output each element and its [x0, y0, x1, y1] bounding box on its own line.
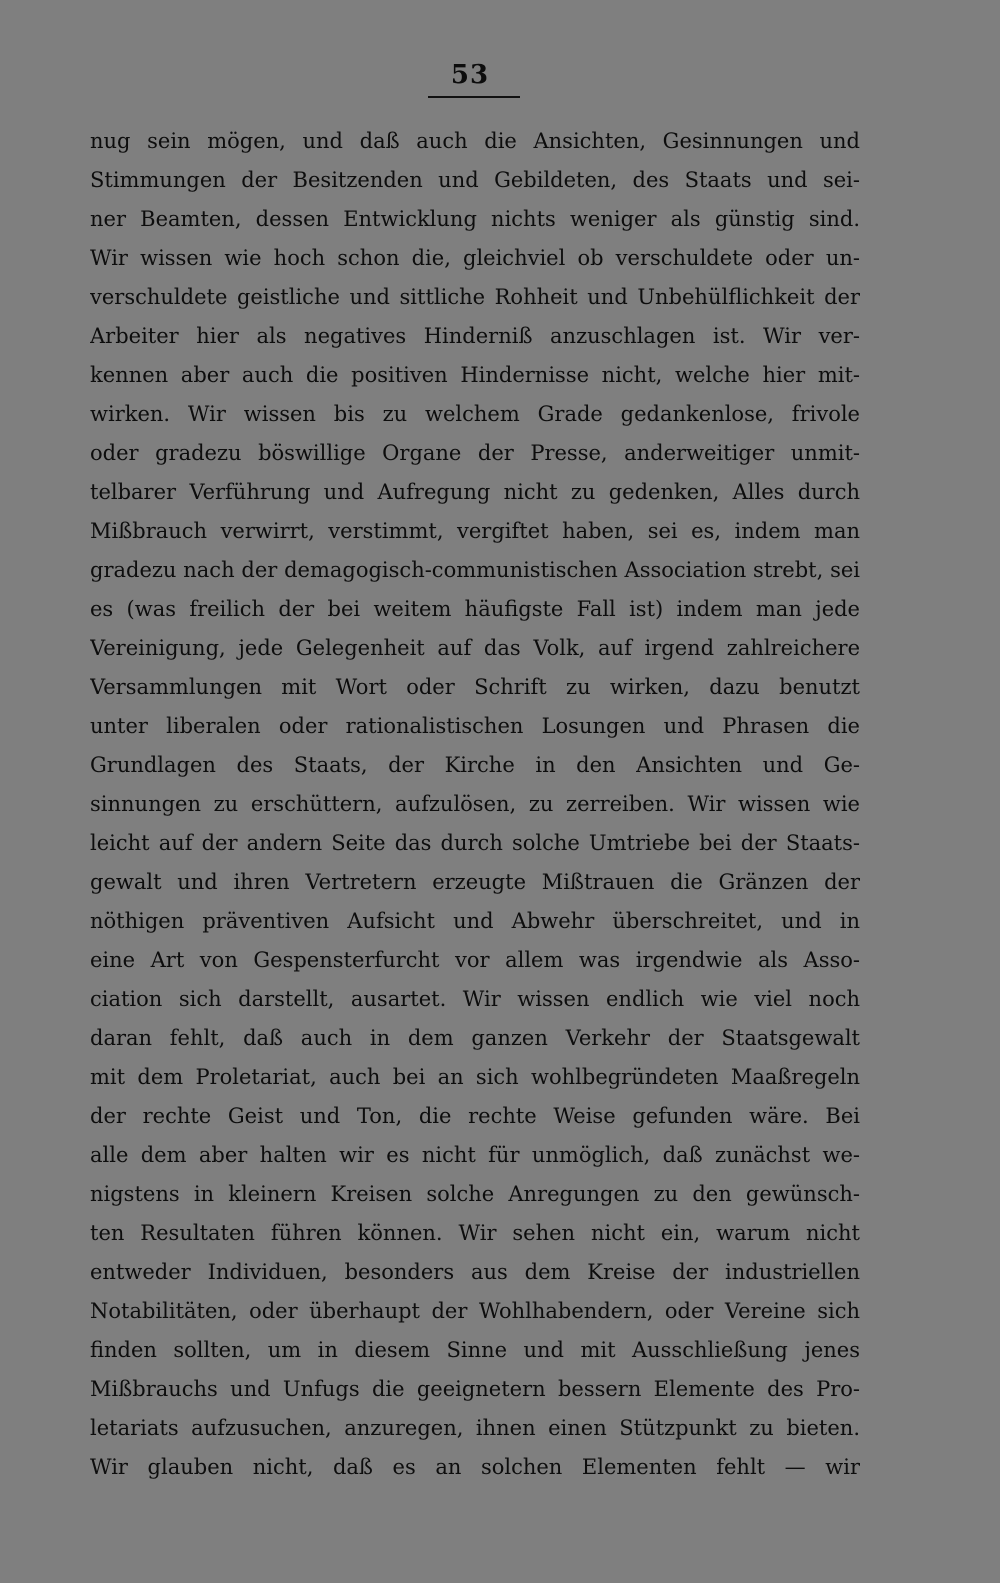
text-line: finden sollten, um in diesem Sinne und mit Ausschließung jenes	[90, 1338, 860, 1362]
text-line: oder gradezu böswillige Organe der Presse, anderweitiger unmit-	[90, 441, 860, 465]
text-line: Notabilitäten, oder überhaupt der Wohlhabendern, oder Vereine sich	[90, 1299, 860, 1323]
text-line: telbarer Verführung und Aufregung nicht zu gedenken, Alles durch	[90, 480, 860, 504]
text-line: daran fehlt, daß auch in dem ganzen Verkehr der Staatsgewalt	[90, 1026, 860, 1050]
text-line: nigstens in kleinern Kreisen solche Anregungen zu den gewünsch-	[90, 1182, 860, 1206]
text-line: Stimmungen der Besitzenden und Gebildeten, des Staats und sei-	[90, 168, 860, 192]
text-line: nug sein mögen, und daß auch die Ansichten, Gesinnungen und	[90, 129, 860, 153]
text-line: Mißbrauch verwirrt, verstimmt, vergiftet haben, sei es, indem man	[90, 519, 860, 543]
text-line: Wir glauben nicht, daß es an solchen Elementen fehlt — wir	[90, 1455, 860, 1479]
text-line: ciation sich darstellt, ausartet. Wir wissen endlich wie viel noch	[90, 987, 860, 1011]
body-text	[90, 122, 860, 1487]
text-line: Versammlungen mit Wort oder Schrift zu wirken, dazu benutzt	[90, 675, 860, 699]
text-line: letariats aufzusuchen, anzuregen, ihnen einen Stützpunkt zu bieten.	[90, 1416, 860, 1440]
text-line: entweder Individuen, besonders aus dem Kreise der industriellen	[90, 1260, 860, 1284]
text-line: Mißbrauchs und Unfugs die geeignetern bessern Elemente des Pro-	[90, 1377, 860, 1401]
text-line: sinnungen zu erschüttern, aufzulösen, zu zerreiben. Wir wissen wie	[90, 792, 860, 816]
text-line: leicht auf der andern Seite das durch solche Umtriebe bei der Staats-	[90, 831, 860, 855]
text-line: der rechte Geist und Ton, die rechte Weise gefunden wäre. Bei	[90, 1104, 860, 1128]
text-line: Arbeiter hier als negatives Hinderniß anzuschlagen ist. Wir ver-	[90, 324, 860, 348]
text-line: kennen aber auch die positiven Hindernisse nicht, welche hier mit-	[90, 363, 860, 387]
text-line: unter liberalen oder rationalistischen Losungen und Phrasen die	[90, 714, 860, 738]
text-line: eine Art von Gespensterfurcht vor allem was irgendwie als Asso-	[90, 948, 860, 972]
text-line: ten Resultaten führen können. Wir sehen nicht ein, warum nicht	[90, 1221, 860, 1245]
text-line: wirken. Wir wissen bis zu welchem Grade gedankenlose, frivole	[90, 402, 860, 426]
text-line: ner Beamten, dessen Entwicklung nichts weniger als günstig sind.	[90, 207, 860, 231]
text-line: nöthigen präventiven Aufsicht und Abwehr überschreitet, und in	[90, 909, 860, 933]
text-line: verschuldete geistliche und sittliche Rohheit und Unbehülflichkeit der	[90, 285, 860, 309]
text-line: Vereinigung, jede Gelegenheit auf das Volk, auf irgend zahlreichere	[90, 636, 860, 660]
page-number: 53	[450, 60, 490, 90]
text-line: alle dem aber halten wir es nicht für unmöglich, daß zunächst we-	[90, 1143, 860, 1167]
header-rule	[428, 96, 520, 98]
text-line: gewalt und ihren Vertretern erzeugte Mißtrauen die Gränzen der	[90, 870, 860, 894]
text-line: Wir wissen wie hoch schon die, gleichviel ob verschuldete oder un-	[90, 246, 860, 270]
text-line: gradezu nach der demagogisch-communistischen Association strebt, sei	[90, 558, 860, 582]
text-line: es (was freilich der bei weitem häufigste Fall ist) indem man jede	[90, 597, 860, 621]
text-line: Grundlagen des Staats, der Kirche in den Ansichten und Ge-	[90, 753, 860, 777]
text-line: mit dem Proletariat, auch bei an sich wohlbegründeten Maaßregeln	[90, 1065, 860, 1089]
